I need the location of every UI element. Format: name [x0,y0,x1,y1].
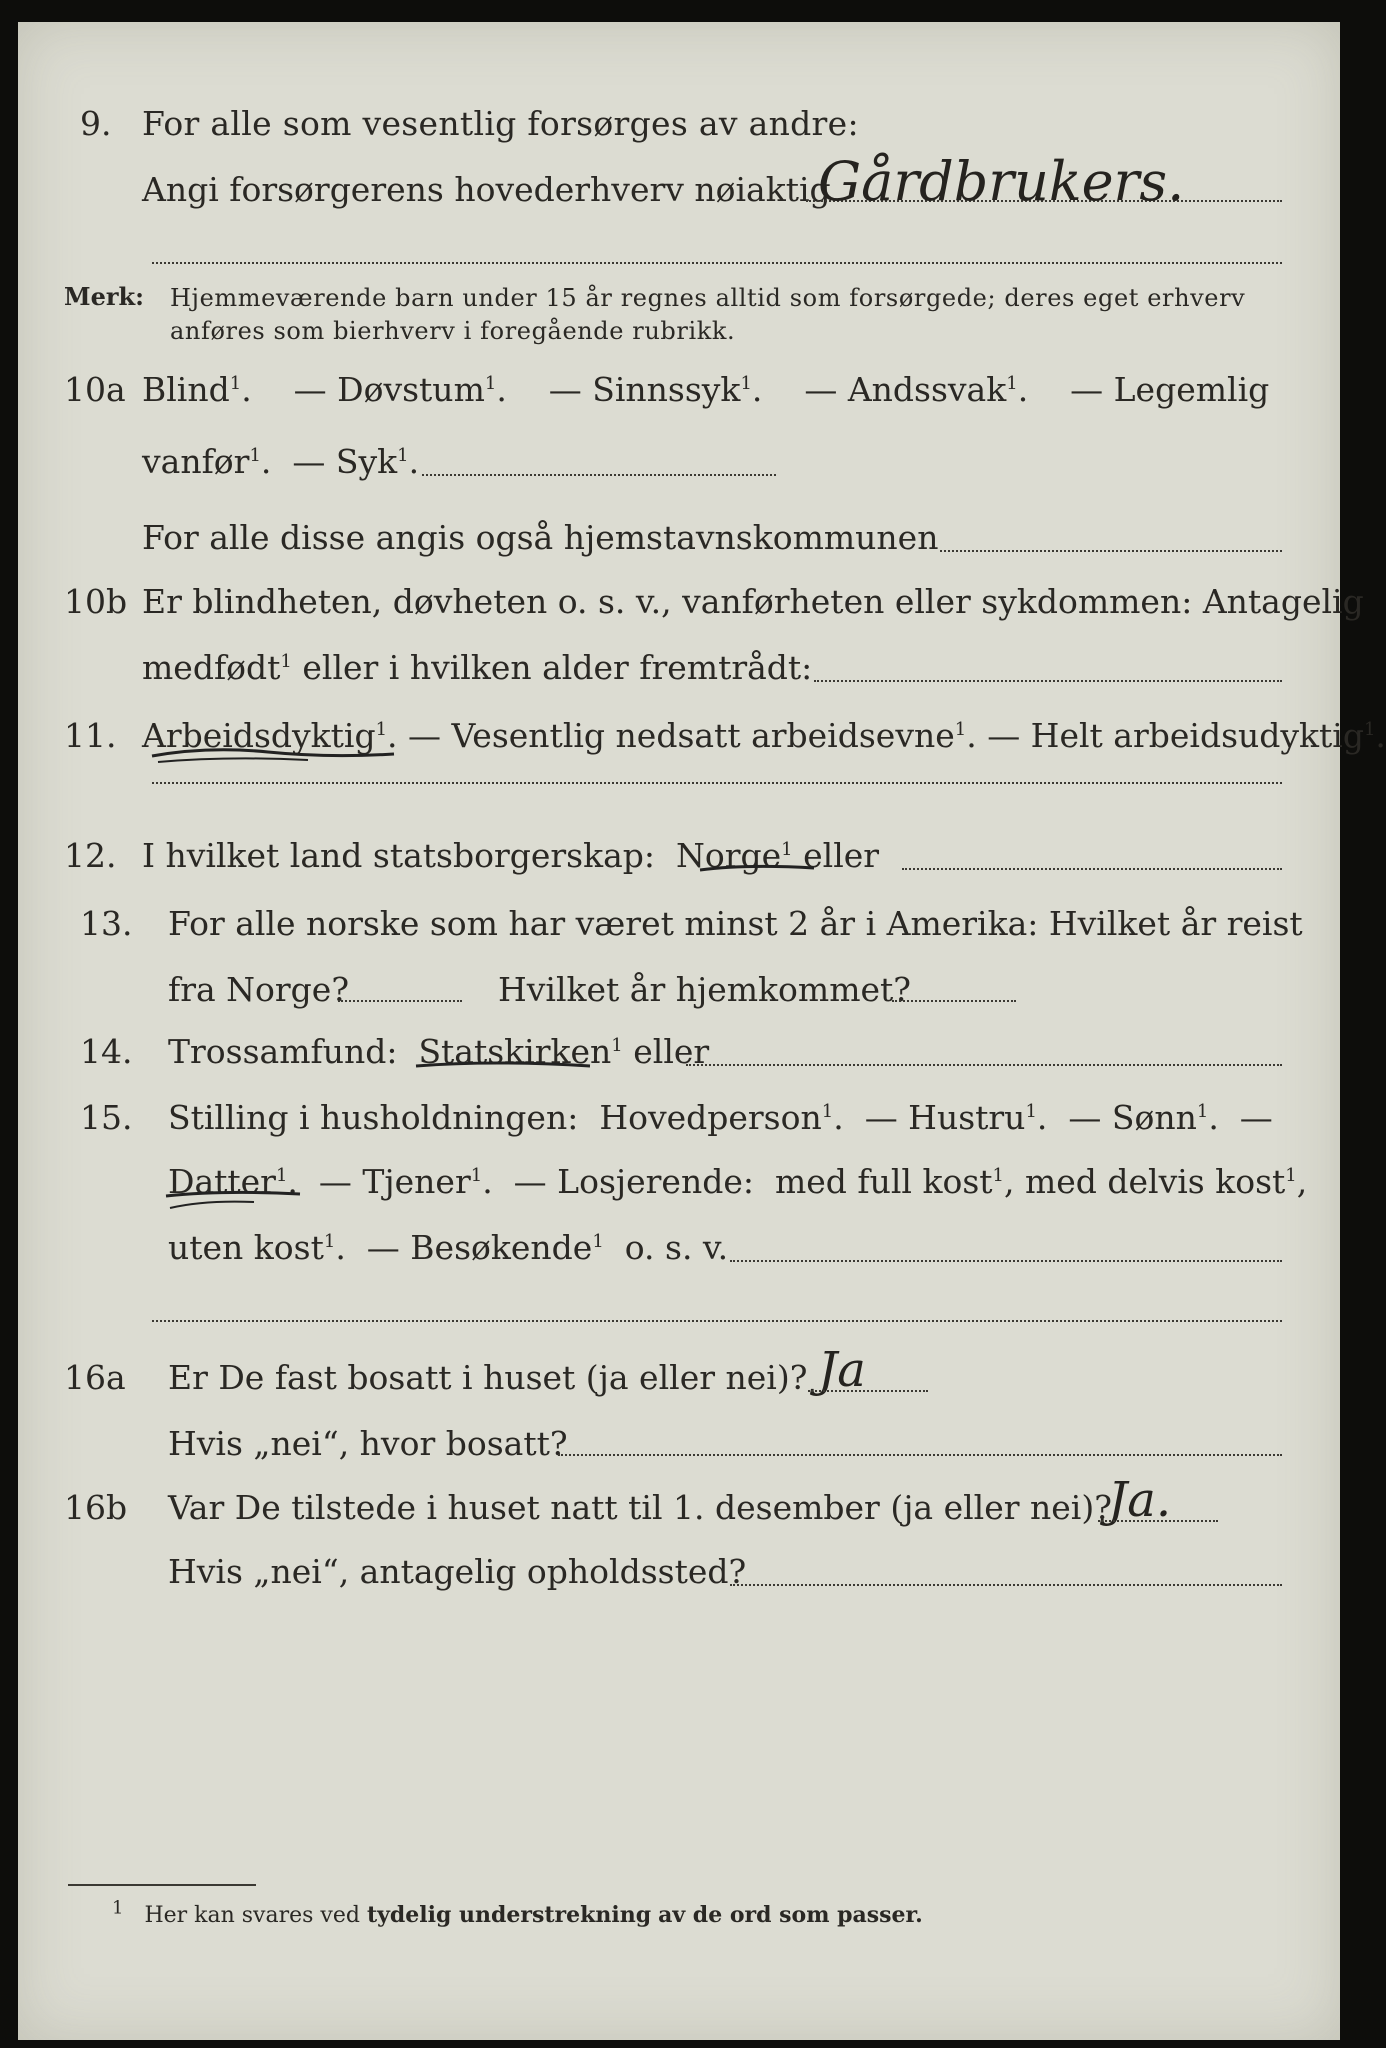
opt-dovstum[interactable]: — Døvstum [293,370,485,409]
underline-datter [164,1186,304,1216]
q13-reist-line [338,1000,462,1002]
q16b-answer-line [1098,1520,1218,1522]
q15-label: Stilling i husholdningen: [168,1098,579,1137]
opt-datter[interactable]: Datter [168,1162,276,1201]
opt-udyktig[interactable]: — Helt arbeidsudyktig [987,716,1364,755]
sup: 1 [249,445,261,466]
sup: 1 [611,1035,623,1056]
q15-line1: Stilling i husholdningen: Hovedperson$^1$. — Hustru$^1$. — Sønn$^1$. — [168,1098,1273,1137]
opt-andssvak[interactable]: — Andssvak [804,370,1007,409]
sup: 1 [323,1231,336,1252]
merk-line2: anføres som bierhverv i foregående rubrikk. [170,317,736,345]
q16a-line2: Hvis „nei“, hvor bosatt? [168,1424,568,1463]
opt-delviskost[interactable]: , med delvis kost [1003,1162,1286,1201]
q13-hjem-line [892,1000,1016,1002]
q16b-line1: Var De tilstede i huset natt til 1. desember (ja eller nei)? [168,1488,1112,1527]
q16a-answer-line [808,1390,928,1392]
q16b-number: 16b [64,1488,128,1527]
q14-label: Trossamfund: [168,1032,398,1071]
q9-answer-handwritten: Gårdbrukers. [818,150,1185,213]
sup: 1 [592,1231,604,1252]
opt-hustru[interactable]: — Hustru [864,1098,1026,1137]
opt-sonn[interactable]: — Sønn [1068,1098,1197,1137]
q11-extra-line [152,782,1282,784]
q13-line1: For alle norske som har været minst 2 år i Amerika: Hvilket år reist [168,904,1303,943]
q11-line: Arbeidsdyktig$^1$. — Vesentlig nedsatt arbeidsevne$^1$. — Helt arbeidsudyktig$^1$. [142,716,1386,755]
sup: 1 [954,719,967,740]
q10b-line2 [142,648,812,687]
footnote-text-b: tydelig understrekning [366,1902,652,1928]
q15-extra-line [152,1320,1282,1322]
opt-syk[interactable]: — Syk [292,442,398,481]
opt-vanfor[interactable]: vanfør [142,442,250,481]
q13-number: 13. [80,904,133,943]
q16a-answer-handwritten: Ja [818,1342,866,1398]
footnote-text-a: Her kan svares ved [144,1903,360,1928]
census-form-page [18,22,1386,2040]
sup: 1 [1006,373,1018,394]
q14-other-line [686,1064,1282,1066]
q10b-line1: Er blindheten, døvheten o. s. v., vanførheten eller sykdommen: Antagelig [142,582,1364,621]
opt-besokende[interactable]: — Besøkende [366,1228,593,1267]
underline-norge [698,860,818,880]
sup: 1 [1363,719,1376,740]
q10b-number: 10b [64,582,128,621]
q15-number: 15. [80,1098,133,1137]
q16a-bosatt-line [558,1454,1282,1456]
sup: 1 [1285,1165,1297,1186]
q10a-number: 10a [64,370,126,409]
q10a-line3: For alle disse angis også hjemstavnskommunen [142,518,939,557]
sup: 1 [992,1165,1004,1186]
q9-label: Angi forsørgerens hovederhverv nøiaktig [142,170,831,209]
q16b-opphold-line [730,1584,1282,1586]
opt-sinnssyk[interactable]: — Sinnssyk [548,370,741,409]
merk-label: Merk: [64,282,144,311]
opt-statskirken[interactable]: Statskirken [418,1032,612,1071]
q12-eller: eller [803,836,880,875]
sup: 1 [740,373,752,394]
opt-norge[interactable]: Norge [676,836,782,875]
q13-line2a: fra Norge? [168,970,350,1009]
q10b-alder-line [814,680,1282,682]
sup: 1 [1025,1101,1037,1122]
opt-nedsatt[interactable]: — Vesentlig nedsatt arbeidsevne [408,716,955,755]
opt-tjener[interactable]: — Tjener [318,1162,471,1201]
q14-eller: eller [633,1032,710,1071]
q10a-kommune-line [940,550,1282,552]
opt-fullkost[interactable]: med full kost [774,1162,993,1201]
sup: 1 [1196,1101,1209,1122]
q16b-line2: Hvis „nei“, antagelig opholdssted? [168,1552,747,1591]
q16b-answer-handwritten: Ja. [1108,1472,1172,1528]
q10b-alder-label: eller i hvilken alder fremtrådt: [302,648,813,687]
opt-hovedperson[interactable]: Hovedperson [599,1098,822,1137]
q10a-line2: vanfør$^1$. — Syk$^1$. [142,442,420,481]
q12-label: I hvilket land statsborgerskap: [142,836,656,875]
sup: 1 [397,445,409,466]
q15-dash: — [1239,1098,1273,1137]
q16a-line1: Er De fast bosatt i huset (ja eller nei)? [168,1358,808,1397]
q15-osv: o. s. v. [624,1228,729,1267]
footnote [112,1897,923,1928]
sup: 1 [375,719,388,740]
sup: 1 [781,839,793,860]
sup: 1 [484,373,497,394]
sup: 1 [470,1165,483,1186]
q9-title: For alle som vesentlig forsørges av andre: [142,104,859,143]
q15-other-line [730,1260,1282,1262]
sup: 1 [229,373,242,394]
q11-number: 11. [64,716,117,755]
q15-losjerende: — Losjerende: [513,1162,754,1201]
footnote-text-c: av de ord som passer. [658,1902,923,1928]
opt-utenkost[interactable]: uten kost [168,1228,324,1267]
q16a-number: 16a [64,1358,126,1397]
q14-number: 14. [80,1032,133,1071]
q10a-syk-line [422,474,776,476]
merk-line1: Hjemmeværende barn under 15 år regnes alltid som forsørgede; deres eget erhverv [170,284,1246,312]
footnote-rule [68,1884,256,1886]
q15-line2: Datter$^1$. — Tjener$^1$. — Losjerende: med full kost$^1$, med delvis kost$^1$, [168,1162,1308,1201]
q9-extra-line [152,262,1282,264]
q12-other-line [902,868,1282,870]
q9-number: 9. [80,104,112,143]
footnote-mark: 1 [112,1897,124,1919]
sup: 1 [275,1165,288,1186]
opt-medfodt[interactable]: medfødt [142,648,281,687]
q15-line3: uten kost$^1$. — Besøkende$^1$ o. s. v. [168,1228,729,1267]
q10a-line1: Blind$^1$. — Døvstum$^1$. — Sinnssyk$^1$. — Andssvak$^1$. — Legemlig [142,370,1270,409]
opt-blind[interactable]: Blind [142,370,230,409]
sup: 1 [821,1101,834,1122]
opt-legemlig[interactable]: — Legemlig [1070,370,1270,409]
q13-line2b: Hvilket år hjemkommet? [498,970,911,1009]
underline-arbeidsdyktig [148,738,398,766]
opt-arbeidsdyktig[interactable]: Arbeidsdyktig [142,716,376,755]
sup: 1 [280,651,292,672]
q12-number: 12. [64,836,117,875]
underline-statskirken [414,1056,594,1076]
